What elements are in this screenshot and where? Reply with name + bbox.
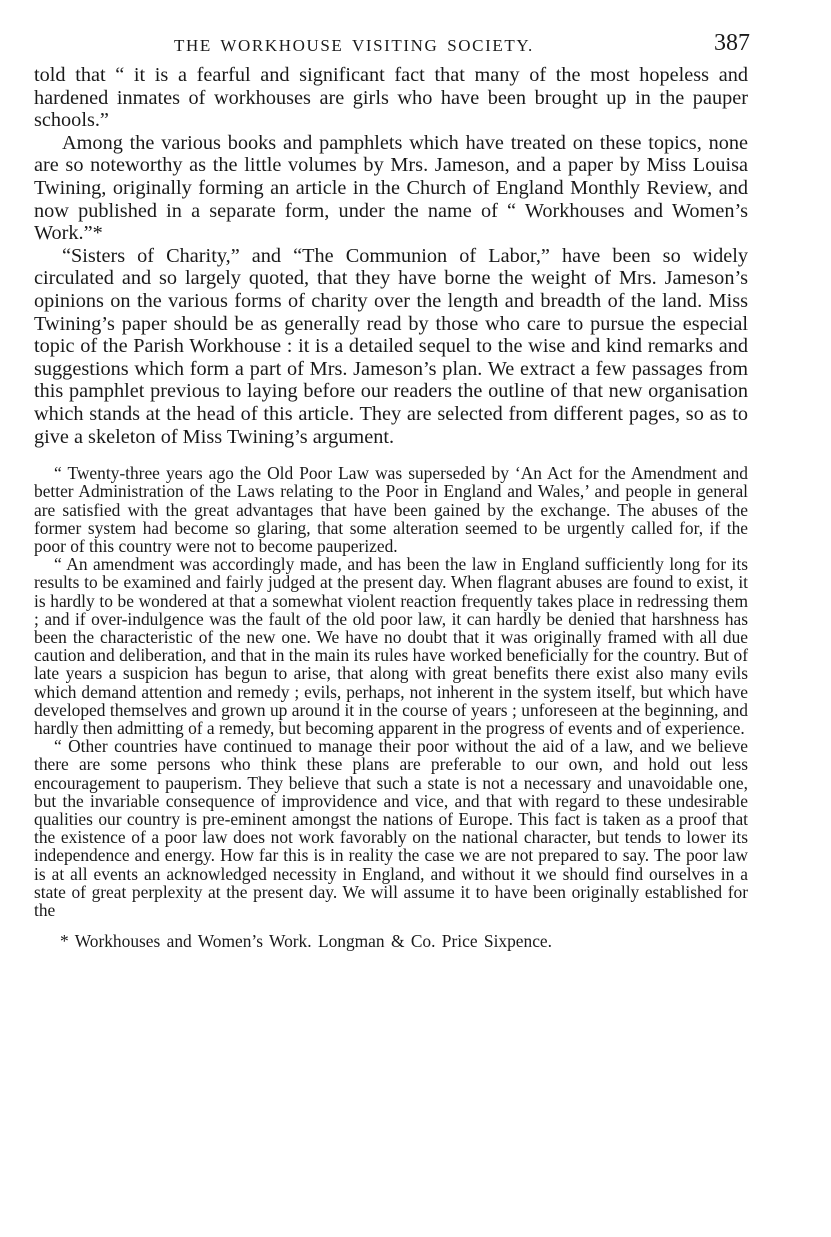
page-number: 387 [714,30,750,56]
quote-paragraph: “ An amendment was accordingly made, and has been the law in England sufficiently long for its results to be examined and fairly judged at the present day. When flagrant abuses are found to exist, it is hardly to be wondered at that a somewhat violent reaction frequently takes place in redressing them ; and if over-indulgence was the fault of the old poor law, it can hardly be denied that harshness has been the characteristic of the new one. We have no doubt that it was originally framed with all due caution and deliberation, and that in the main its rules have worked beneficially for the country. But of late years a suspicion has begun to arise, that along with great benefits there exist also many evils which demand attention and remedy ; evils, perhaps, not inherent in the system itself, but which have developed themselves and grown up around it in the course of years ; unforeseen at the beginning, and hardly then admitting of a remedy, but becoming apparent in the progress of events and of experience. [34,554,748,738]
body-text [34,64,748,448]
body-paragraph: Among the various books and pamphlets which have treated on these topics, none are so noteworthy as the little volumes by Mrs. Jameson, and a paper by Miss Louisa Twining, originally forming an article in the Church of England Monthly Review, and now published in a separate form, under the name of “ Workhouses and Women’s Work.”* [34,131,748,245]
running-title: THE WORKHOUSE VISITING SOCIETY. [174,36,534,55]
quote-paragraph: “ Twenty-three years ago the Old Poor Law was superseded by ‘An Act for the Amendment and better Administration of the Laws relating to the Poor in England and Wales,’ and people in general are satisfied with the great advantages that have been gained by the exchange. The abuses of the former system had become so glaring, that some alteration seemed to be urgently called for, if the poor of this country were not to become pauperized. [34,463,748,556]
footnote: * Workhouses and Women’s Work. Longman & Co. Price Sixpence. [60,931,552,952]
body-paragraph: “Sisters of Charity,” and “The Communion of Labor,” have been so widely circulated and so largely quoted, that they have borne the weight of Mrs. Jameson’s opinions on the various forms of charity over the length and breadth of the land. Miss Twining’s paper should be as generally read by those who care to pursue the especial topic of the Parish Workhouse : it is a detailed sequel to the wise and kind remarks and suggestions which form a part of Mrs. Jameson’s plan. We extract a few passages from this pamphlet previous to laying before our readers the outline of that new organisation which stands at the head of this article. They are selected from different pages, so as to give a skeleton of Miss Twining’s argument. [34,244,748,448]
body-paragraph: told that “ it is a fearful and significant fact that many of the most hopeless and hardened inmates of workhouses are girls who have been brought up in the pauper schools.” [34,64,748,132]
quote-paragraph: “ Other countries have continued to manage their poor without the aid of a law, and we believe there are some persons who think these plans are preferable to our own, and hold out less encouragement to pauperism. They believe that such a state is not a necessary and unavoidable one, but the invariable consequence of improvidence and vice, and that with regard to these undesirable qualities our country is pre-eminent amongst the nations of Europe. This fact is taken as a proof that the existence of a poor law does not work favorably on the national character, but tends to lower its independence and energy. How far this is in reality the case we are not prepared to say. The poor law is at all events an acknowledged necessity in England, and without it we should find ourselves in a state of great perplexity at the present day. We will assume it to have been originally established for the [34,736,748,920]
block-quote [34,464,748,919]
book-page [34,30,748,951]
running-head [34,30,748,64]
